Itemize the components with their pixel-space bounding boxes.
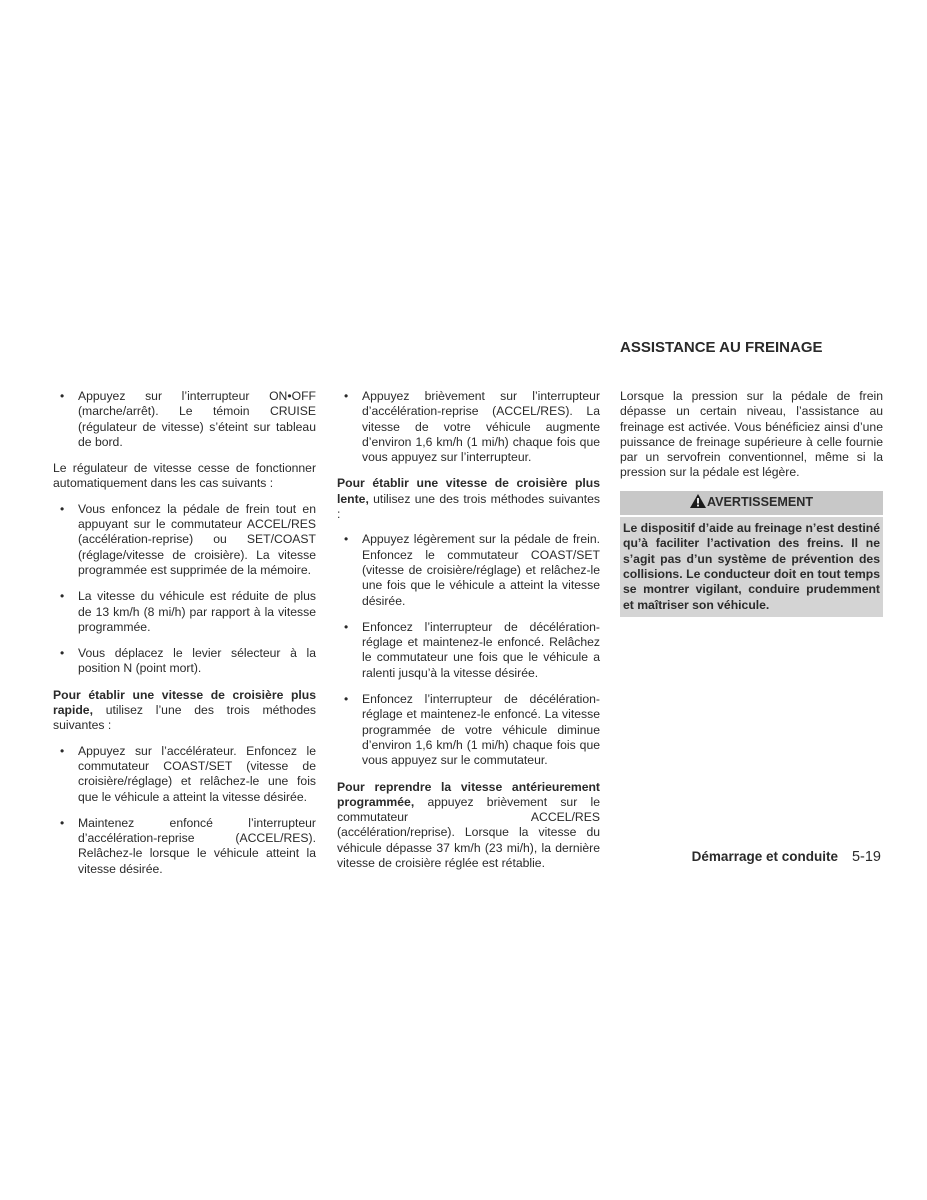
bullet-icon: • [344,619,349,634]
paragraph: Le régulateur de vitesse cesse de fonctionner automatiquement dans les cas suivants : [53,461,316,491]
list-item: • La vitesse du véhicule est réduite de plus de 13 km/h (8 mi/h) par rapport à la vitesse programmée. [60,589,316,634]
paragraph: Pour reprendre la vitesse antérieurement programmée, appuyez brièvement sur le commutateur ACCEL/RES (accélération/reprise). Lorsque la vitesse du véhicule dépasse 37 km/h (23 mi/h), la dernière vitesse de croisière réglée est rétablie. [337,779,600,871]
section-heading: ASSISTANCE AU FREINAGE [620,339,823,356]
list-item: • Vous enfoncez la pédale de frein tout en appuyant sur le commutateur ACCEL/RES (accélération-reprise) ou SET/COAST (réglage/vitesse de croisière). La vitesse programmée est supprimée de la mémoire. [60,501,316,577]
list-item: • Appuyez brièvement sur l’interrupteur d’accélération-reprise (ACCEL/RES). La vitesse de votre véhicule augmente d’environ 1,6 km/h (1 mi/h) chaque fois que vous appuyez sur l’interrupteur. [344,389,600,465]
list-item: • Appuyez sur l’accélérateur. Enfoncez le commutateur COAST/SET (vitesse de croisière/réglage) et relâchez-le une fois que le véhicule a atteint la vitesse désirée. [60,743,316,804]
list-item: • Vous déplacez le levier sélecteur à la position N (point mort). [60,646,316,676]
page-number: 5-19 [851,849,881,865]
bullet-icon: • [60,815,65,830]
warning-header [620,491,883,517]
list-item: • Appuyez légèrement sur la pédale de frein. Enfoncez le commutateur COAST/SET (vitesse de croisière/réglage) et relâchez-le une fois que le véhicule a atteint la vitesse désirée. [344,532,600,608]
bullet-icon: • [344,692,349,707]
column-middle [337,389,600,881]
warning-title: AVERTISSEMENT [706,494,814,509]
warning-text: Le dispositif d’aide au freinage n’est destiné qu’à faciliter l’activation des freins. Il ne s’agit pas d’un système de prévention des collisions. Le conducteur doit en tout temps se montrer vigilant, conduire prudemment et maîtriser son véhicule. [623,521,880,612]
list-item: • Enfoncez l’interrupteur de décélération-réglage et maintenez-le enfoncé. La vitesse programmée de votre véhicule diminue d’environ 1,6 km/h (1 mi/h) chaque fois que vous appuyez sur le commutateur. [344,692,600,768]
bullet-icon: • [60,646,65,661]
bullet-icon: • [60,389,65,403]
section-name: Démarrage et conduite [691,849,838,864]
bullet-icon: • [344,389,349,403]
list-item: • Enfoncez l’interrupteur de décélération-réglage et maintenez-le enfoncé. Relâchez le commutateur une fois que le véhicule a ralenti jusqu’à la vitesse désirée. [344,619,600,680]
paragraph: Pour établir une vitesse de croisière plus lente, utilisez une des trois méthodes suivantes : [337,476,600,522]
list-item: • Maintenez enfoncé l’interrupteur d’accélération-reprise (ACCEL/RES). Relâchez-le lorsque le véhicule atteint la vitesse désirée. [60,815,316,876]
bullet-icon: • [60,501,65,516]
list-item: • Appuyez sur l’interrupteur ON•OFF (marche/arrêt). Le témoin CRUISE (régulateur de vitesse) s’éteint sur tableau de bord. [60,389,316,449]
warning-box [620,491,883,617]
bullet-icon: • [344,532,349,547]
bullet-icon: • [60,589,65,604]
column-right [620,389,883,617]
warning-triangle-icon [690,494,706,512]
paragraph: Lorsque la pression sur la pédale de frein dépasse un certain niveau, l’assistance au freinage est activée. Vous bénéficiez ainsi d’une puissance de freinage supérieure à celle fournie par un servofrein conventionnel, même si la pression sur la pédale est légère. [620,389,883,480]
page-footer [692,849,881,865]
column-left [53,389,316,888]
paragraph: Pour établir une vitesse de croisière plus rapide, utilisez l’une des trois méthodes suivantes : [53,687,316,733]
bullet-icon: • [60,743,65,758]
